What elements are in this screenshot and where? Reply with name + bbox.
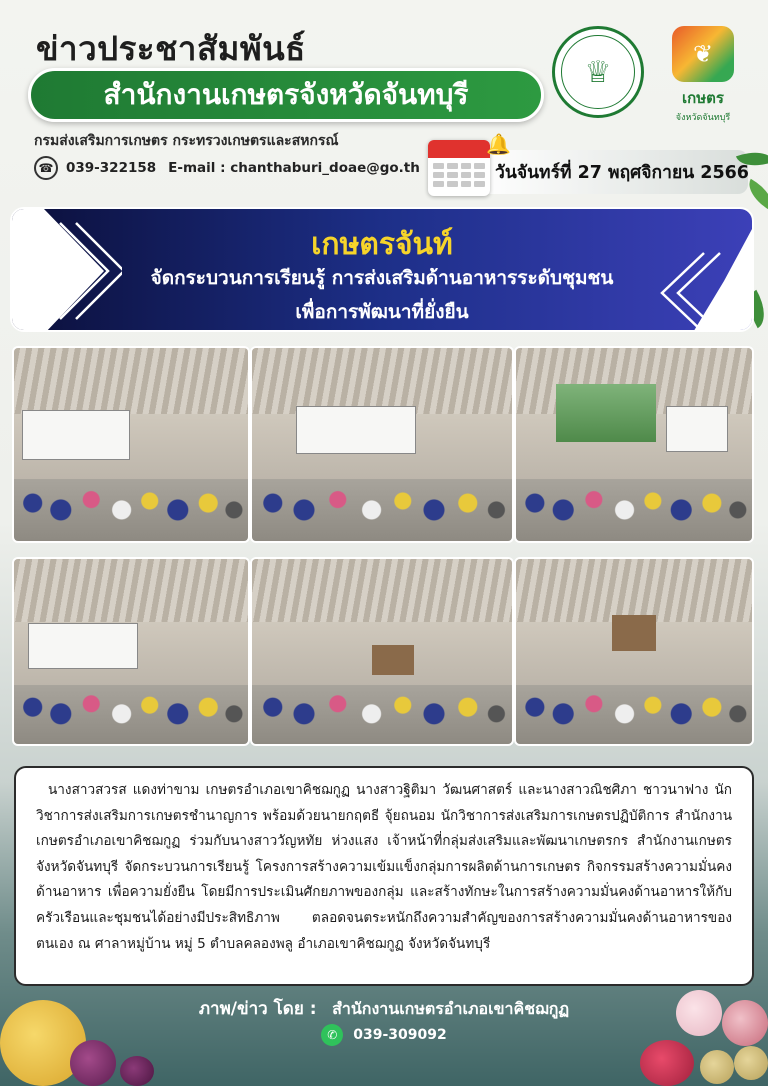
office-name: สำนักงานเกษตรจังหวัดจันทบุรี bbox=[103, 78, 469, 111]
activity-photo bbox=[514, 346, 754, 543]
contact-line bbox=[34, 156, 420, 180]
department-seal-logo bbox=[552, 26, 644, 118]
news-body-text: นางสาวสวรส แดงท่าขาม เกษตรอำเภอเขาคิชฌกูฏ นางสาวฐิติมา วัฒนศาสตร์ และนางสาวณิชศิภา ชาวนาฟาง นักวิชาการส่งเสริมการเกษตรชำนาญการ พร้อมด้วยนายกฤตธี จุ้ยถนอม นักวิชาการส่งเสริมการเกษตรปฏิบัติการ สำนักงานเกษตรอำเภอเขาคิชฌกูฏ ร่วมกับนางสาววัญหทัย ห่วงแสง เจ้าหน้าที่กลุ่มส่งเสริมและพัฒนาเกษตรกร สำนักงานเกษตรจังหวัดจันทบุรี จัดกระบวนการเรียนรู้ โครงการสร้างความเข้มแข็งกลุ่มการผลิตด้านการเกษตร กิจกรรมสร้างความมั่นคงด้านอาหาร เพื่อความยั่งยืน โดยมีการประเมินศักยภาพของกลุ่ม และสร้างทักษะในการสร้างความมั่นคงด้านอาหารให้กับครัวเรือนและชุมชนได้อย่างมีประสิทธิภาพ ตลอดจนตระหนักถึงความสำคัญของการสร้างความมั่นคงด้านอาหารของตนเอง ณ ศาลาหมู่บ้าน หมู่ 5 ตำบลคลองพลู อำเภอเขาคิชฌกูฏ จังหวัดจันทบุรี bbox=[36, 782, 732, 952]
headline-line-2: เพื่อการพัฒนาที่ยั่งยืน bbox=[295, 301, 469, 323]
activity-photo bbox=[12, 346, 250, 543]
news-body-card bbox=[14, 766, 754, 986]
credit-contact bbox=[0, 1024, 768, 1046]
publish-date: วันจันทร์ที่ 27 พฤศจิกายน 2566 bbox=[495, 163, 749, 183]
activity-photo bbox=[250, 346, 514, 543]
longan-icon bbox=[700, 1050, 734, 1084]
whatsapp-phone-icon: ✆ bbox=[321, 1024, 343, 1046]
provincial-agriculture-logo bbox=[664, 26, 742, 122]
activity-photo bbox=[250, 557, 514, 746]
headline-line-1: จัดกระบวนการเรียนรู้ การส่งเสริมด้านอาหารระดับชุมชน bbox=[150, 267, 614, 289]
bell-icon: 🔔 bbox=[486, 132, 511, 156]
logo-name: เกษตร bbox=[682, 89, 724, 107]
rambutan-icon bbox=[640, 1040, 694, 1086]
credit-phone: 039-309092 bbox=[353, 1027, 447, 1043]
calendar-icon bbox=[428, 140, 490, 196]
headline-banner bbox=[10, 207, 754, 332]
produce-basket-icon: ❦ bbox=[672, 26, 734, 82]
phone-icon: ☎ bbox=[34, 156, 58, 180]
longan-icon bbox=[734, 1046, 768, 1080]
logo-subtitle: จังหวัดจันทบุรี bbox=[675, 113, 731, 123]
activity-photo bbox=[12, 557, 250, 746]
credit-organization: สำนักงานเกษตรอำเภอเขาคิชฌกูฏ bbox=[332, 999, 570, 1018]
seal-emblem-icon: ♕ bbox=[561, 35, 635, 109]
mangosteen-icon bbox=[120, 1056, 154, 1086]
mangosteen-icon bbox=[70, 1040, 116, 1086]
credit-label: ภาพ/ข่าว โดย : bbox=[198, 999, 317, 1019]
office-name-pill bbox=[28, 68, 544, 122]
activity-photo bbox=[514, 557, 754, 746]
program-title: เกษตรจันท์ bbox=[311, 227, 453, 262]
date-bar bbox=[480, 150, 748, 194]
office-email: E-mail : chanthaburi_doae@go.th bbox=[168, 160, 420, 176]
credit-line bbox=[0, 995, 768, 1022]
page-title: ข่าวประชาสัมพันธ์ bbox=[36, 29, 306, 68]
department-name: กรมส่งเสริมการเกษตร กระทรวงเกษตรและสหกรณ์ bbox=[34, 133, 339, 149]
office-phone: 039-322158 bbox=[66, 160, 157, 176]
